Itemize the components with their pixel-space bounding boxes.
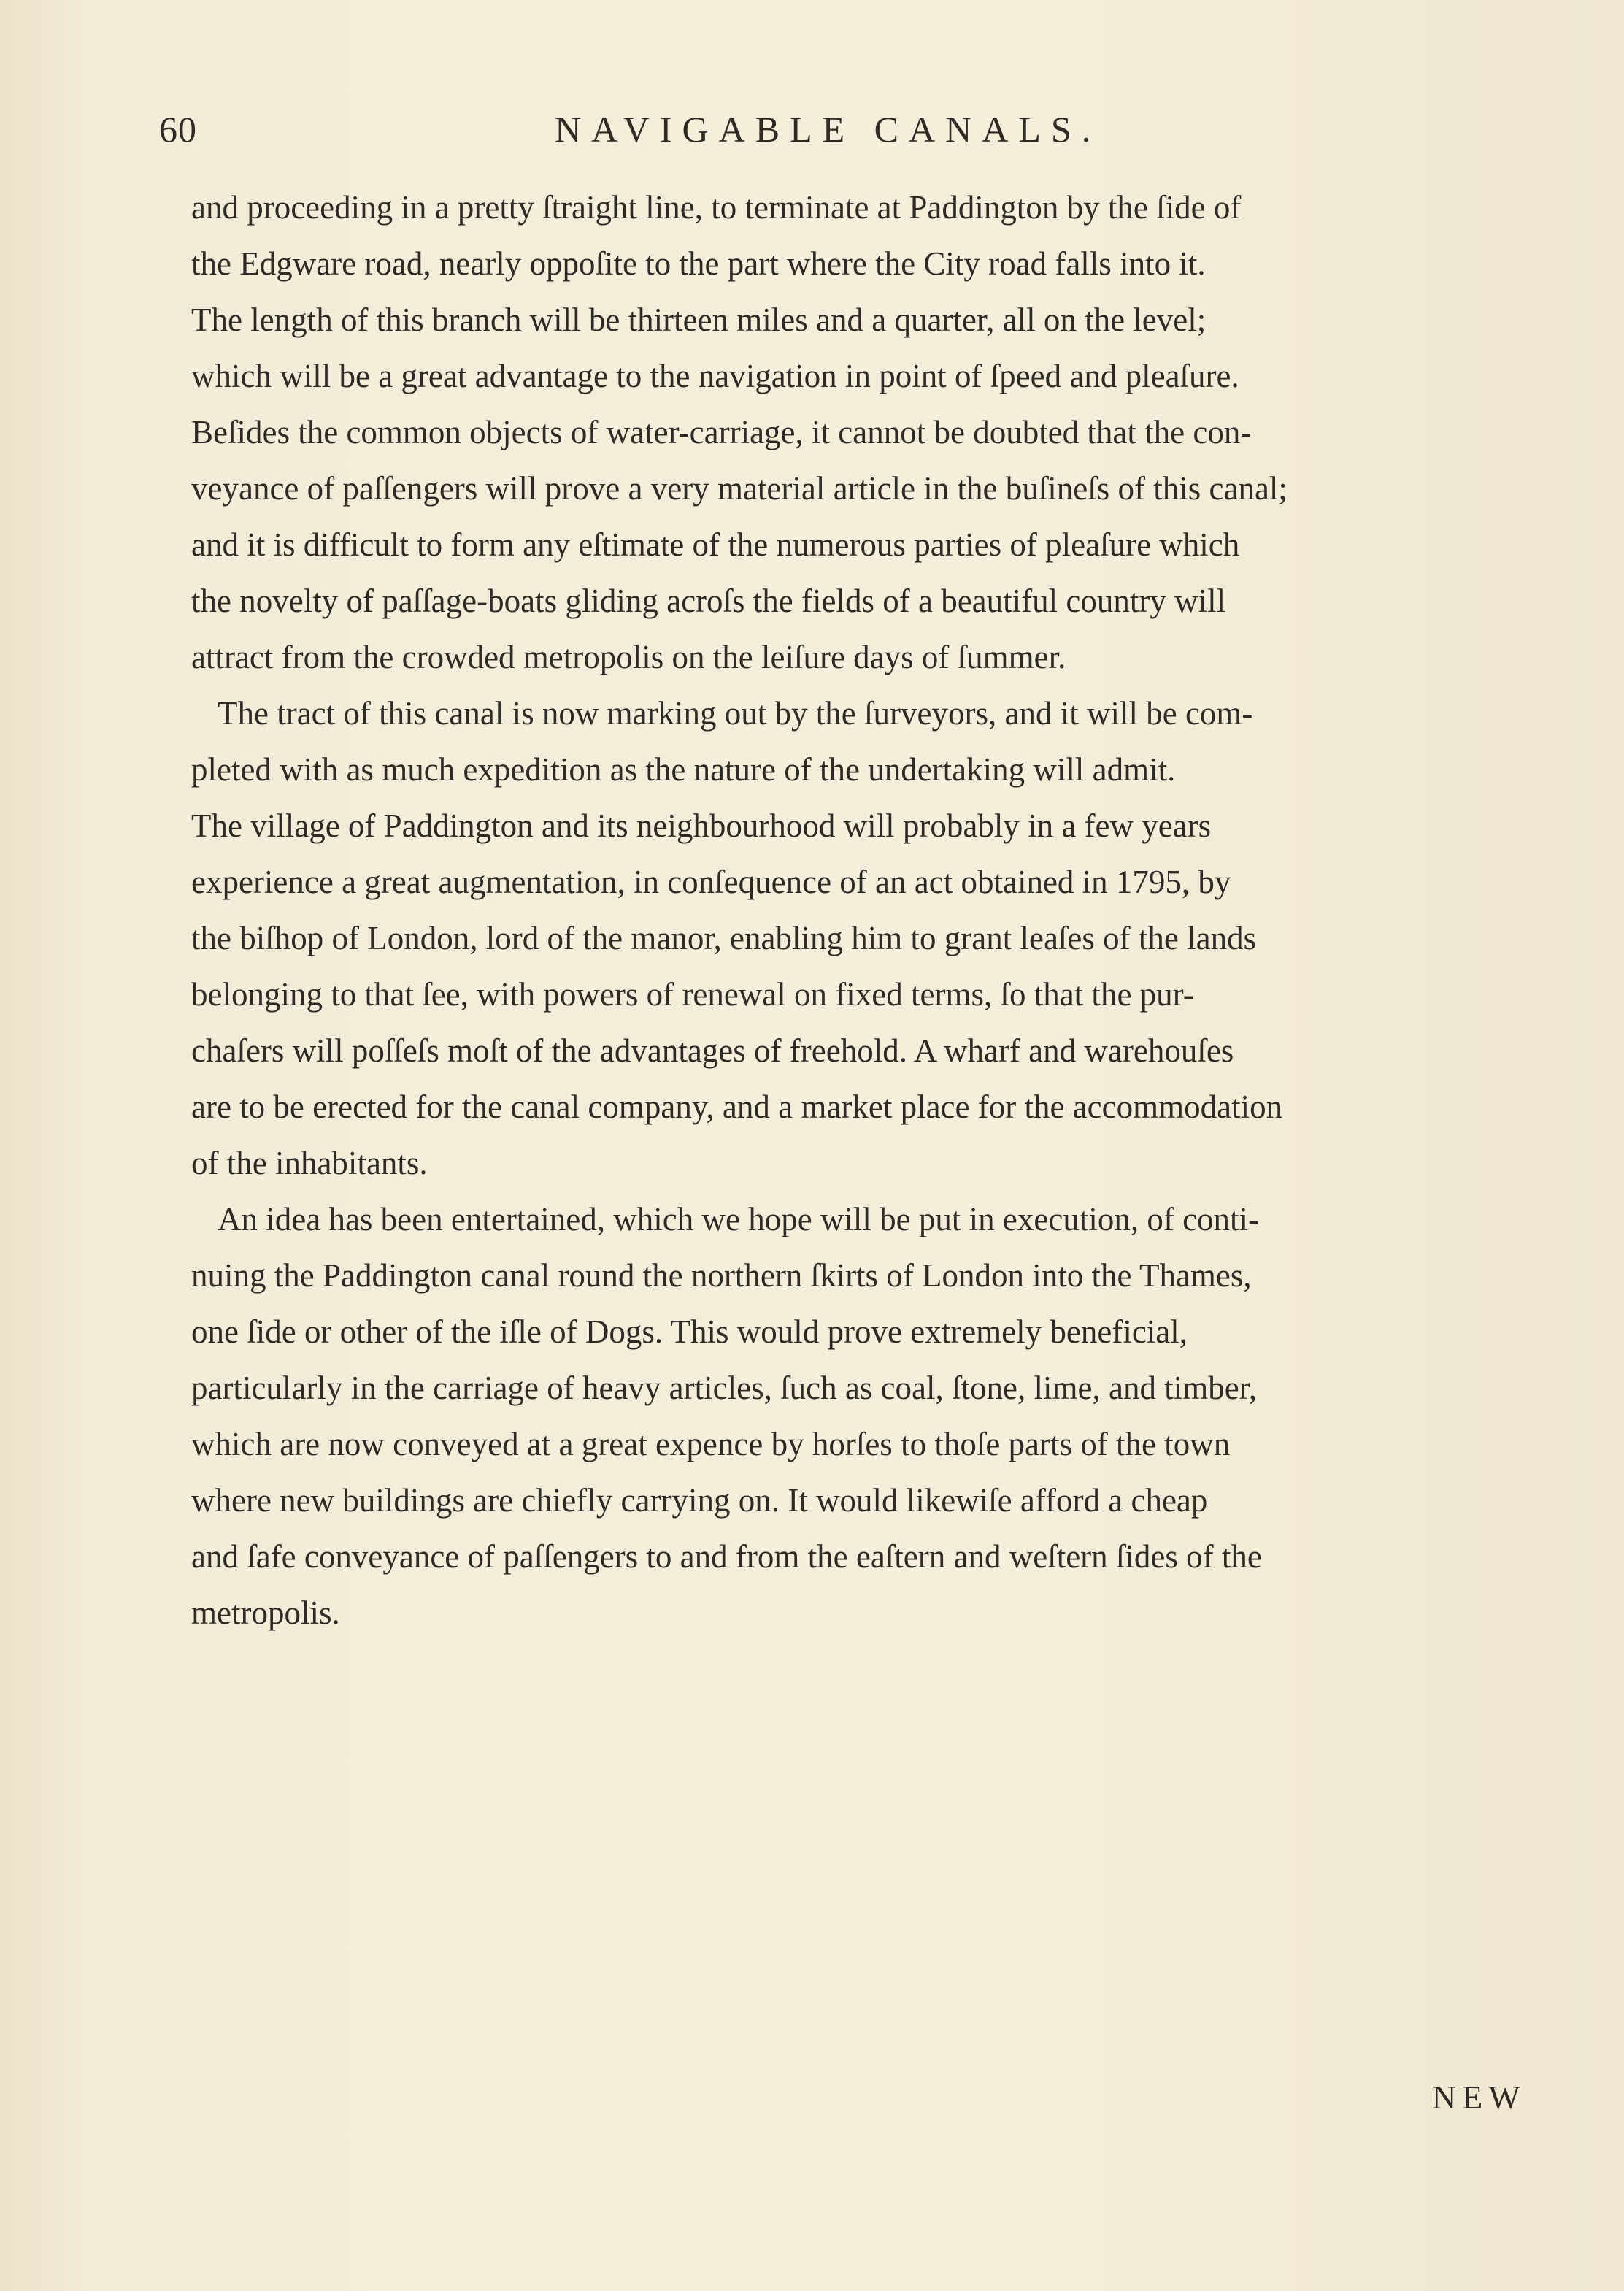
text-line: and it is difficult to form any eſtimate of the numerous parties of pleaſure which	[191, 526, 1240, 563]
text-line: particularly in the carriage of heavy articles, ſuch as coal, ſtone, lime, and timber,	[191, 1370, 1258, 1406]
text-line: the biſhop of London, lord of the manor, enabling him to grant leaſes of the lands	[191, 920, 1257, 956]
text-line: pleted with as much expedition as the nature of the undertaking will admit.	[191, 751, 1176, 788]
catchword: NEW	[1432, 2079, 1526, 2116]
text-line: experience a great augmentation, in conſequence of an act obtained in 1795, by	[191, 864, 1231, 900]
paragraph-start-line: The tract of this canal is now marking out by the ſurveyors, and it will be com-	[218, 695, 1253, 732]
text-line: and ſafe conveyance of paſſengers to and from the eaſtern and weſtern ſides of the	[191, 1538, 1262, 1575]
text-line: Beſides the common objects of water-carriage, it cannot be doubted that the con-	[191, 414, 1252, 450]
text-line: belonging to that ſee, with powers of renewal on fixed terms, ſo that the pur-	[191, 976, 1194, 1013]
text-line: chaſers will poſſeſs moſt of the advantages of freehold. A wharf and warehouſes	[191, 1032, 1234, 1069]
text-line: veyance of paſſengers will prove a very material article in the buſineſs of this canal;	[191, 470, 1288, 507]
text-line: and proceeding in a pretty ſtraight line, to terminate at Paddington by the ſide of	[191, 189, 1242, 226]
text-line: which will be a great advantage to the navigation in point of ſpeed and pleaſure.	[191, 358, 1239, 394]
text-line: one ſide or other of the iſle of Dogs. This would prove extremely beneficial,	[191, 1313, 1188, 1350]
text-line: the novelty of paſſage-boats gliding acroſs the fields of a beautiful country will	[191, 583, 1226, 619]
text-line: which are now conveyed at a great expence by horſes to thoſe parts of the town	[191, 1426, 1231, 1462]
text-line: nuing the Paddington canal round the northern ſkirts of London into the Thames,	[191, 1257, 1252, 1294]
text-line: metropolis.	[191, 1595, 340, 1631]
text-line: of the inhabitants.	[191, 1145, 428, 1181]
paragraph-start-line: An idea has been entertained, which we hope will be put in execution, of conti-	[218, 1201, 1260, 1237]
text-line: where new buildings are chiefly carrying on. It would likewiſe afford a cheap	[191, 1482, 1208, 1519]
text-line: attract from the crowded metropolis on the leiſure days of ſummer.	[191, 639, 1066, 675]
text-line: the Edgware road, nearly oppoſite to the part where the City road falls into it.	[191, 245, 1206, 282]
text-line: are to be erected for the canal company, and a market place for the accommodation	[191, 1089, 1283, 1125]
text-line: The length of this branch will be thirteen miles and a quarter, all on the level;	[191, 302, 1207, 338]
body-text	[191, 180, 1534, 1641]
running-title: NAVIGABLE CANALS.	[555, 109, 1101, 150]
text-line: The village of Paddington and its neighbourhood will probably in a few years	[191, 807, 1212, 844]
page-number: 60	[159, 109, 197, 150]
